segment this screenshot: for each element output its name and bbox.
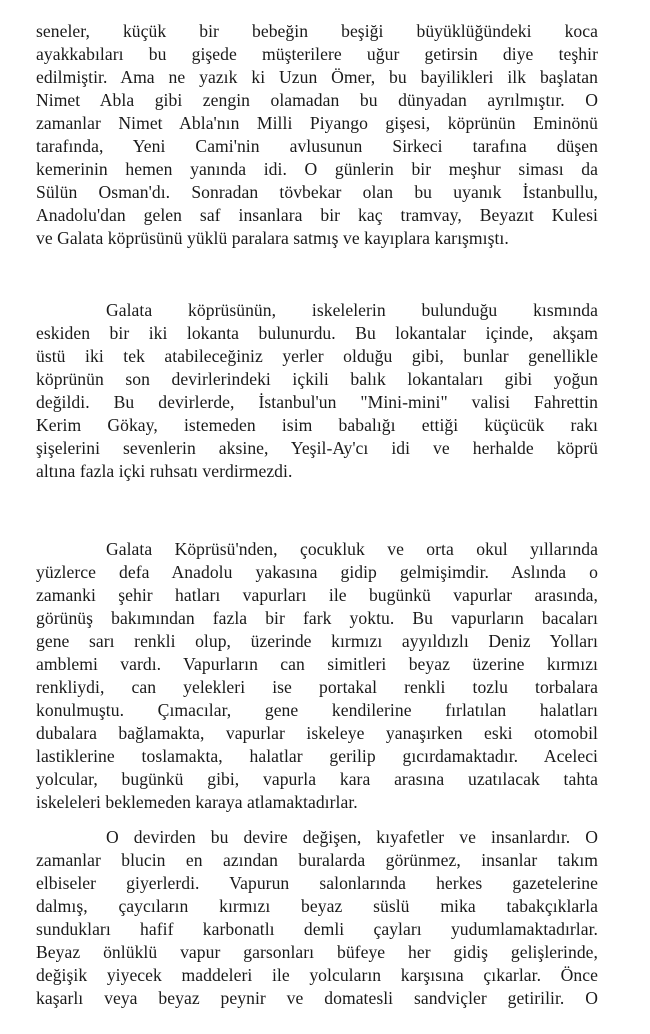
text-line: edilmiştir. Ama ne yazık ki Uzun Ömer, bu bayilikleri ilk başlatan [36,67,598,87]
text-line: renkliydi, can yelekleri ise portakal renkli tozlu torbalara [36,677,598,697]
text-line: lastiklerine toslamakta, halatlar gerilip gıcırdamaktadır. Aceleci [36,746,598,766]
text-line: seneler, küçük bir bebeğin beşiği büyüklüğündeki koca [36,21,598,41]
text-line: kemerinin hemen yanında idi. O günlerin bir meşhur siması da [36,159,598,179]
paragraph-2 [36,299,598,483]
text-line: şişelerini sevenlerin aksine, Yeşil-Ay'cı idi ve herhalde köprü [36,438,598,458]
text-line: zamanki şehir hatları vapurları ile bugünkü vapurlar arasında, [36,585,598,605]
text-line: yolcular, bugünkü gibi, vapurla kara arasına uzatılacak tahta [36,769,598,789]
text-line: eskiden bir iki lokanta bulunurdu. Bu lokantalar içinde, akşam [36,323,598,343]
text-line: konulmuştu. Çımacılar, gene kendilerine fırlatılan halatları [36,700,598,720]
text-line: Nimet Abla gibi zengin olamadan bu dünyadan ayrılmıştır. O [36,90,598,110]
text-line: köprünün son devirlerindeki içkili balık lokantaları gibi yoğun [36,369,598,389]
text-line: sundukları hafif karbonatlı demli çayları yudumlamaktadırlar. [36,919,598,939]
text-line: elbiseler giyerlerdi. Vapurun salonlarında herkes gazetelerine [36,873,598,893]
text-line: Sülün Osman'dı. Sonradan tövbekar olan bu uyanık İstanbullu, [36,182,598,202]
text-line: gene sarı renkli olup, üzerinde kırmızı ayyıldızlı Deniz Yolları [36,631,598,651]
text-line: zamanlar blucin en azından buralarda görünmez, insanlar takım [36,850,598,870]
text-line: Anadolu'dan gelen saf insanlara bir kaç tramvay, Beyazıt Kulesi [36,205,598,225]
text-line: zamanlar Nimet Abla'nın Milli Piyango gişesi, köprünün Eminönü [36,113,598,133]
text-line: dalmış, çaycıların kırmızı beyaz süslü mika tabakçıklarla [36,896,598,916]
text-line: Beyaz önlüklü vapur garsonları büfeye her gidiş gelişlerinde, [36,942,598,962]
text-line: Galata köprüsünün, iskelelerin bulunduğu kısmında [106,300,598,320]
text-line: kaşarlı veya beyaz peynir ve domatesli sandviçler getirilir. O [36,988,598,1008]
paragraph-1 [36,20,598,250]
text-line: üstü iki tek atabileceğiniz yerler olduğu gibi, bunlar genellikle [36,346,598,366]
text-line: değişik yiyecek maddeleri ile yolcuların karşısına çıkarlar. Önce [36,965,598,985]
text-line: dubalara bağlamakta, vapurlar iskeleye yanaşırken eski otomobil [36,723,598,743]
text-line: ve Galata köprüsünü yüklü paralara satmış ve kayıplara karışmıştı. [36,228,509,248]
text-line: amblemi vardı. Vapurların can simitleri beyaz üzerine kırmızı [36,654,598,674]
text-line: O devirden bu devire değişen, kıyafetler ve insanlardır. O [106,827,598,847]
paragraph-4 [36,826,598,1010]
text-line: Kerim Gökay, istemeden isim babalığı ettiği küçücük rakı [36,415,598,435]
text-line: görünüş bakımından fazla bir fark yoktu. Bu vapurların bacaları [36,608,598,628]
text-line: iskeleleri beklemeden karaya atlamaktadırlar. [36,792,358,812]
text-line: Galata Köprüsü'nden, çocukluk ve orta okul yıllarında [106,539,598,559]
text-line: tarafında, Yeni Cami'nin avlusunun Sirkeci tarafına düşen [36,136,598,156]
text-line: ayakkabıları bu gişede müşterilere uğur getirsin diye teşhir [36,44,598,64]
paragraph-3 [36,538,598,814]
text-line: altına fazla içki ruhsatı verdirmezdi. [36,461,293,481]
text-line: yüzlerce defa Anadolu yakasına gidip gelmişimdir. Aslında o [36,562,598,582]
text-line: değildi. Bu devirlerde, İstanbul'un "Mini-mini" valisi Fahrettin [36,392,598,412]
